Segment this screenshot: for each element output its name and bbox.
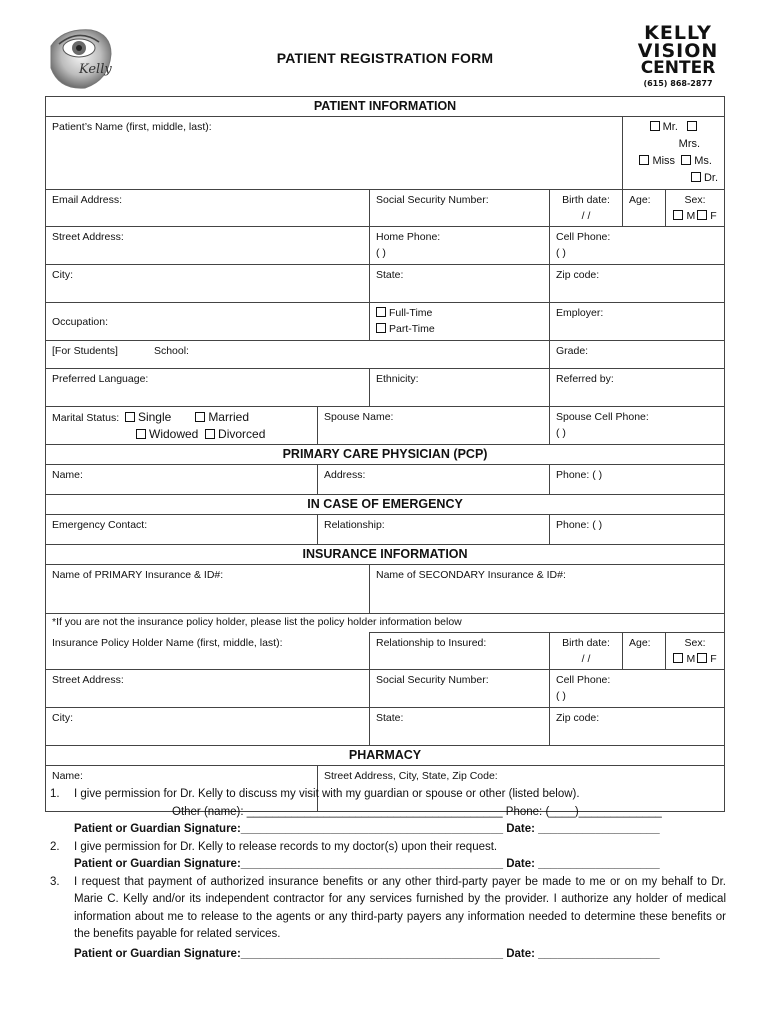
logo-script: Kelly — [79, 62, 112, 77]
secondary-insurance-label: Name of SECONDARY Insurance & ID#: — [376, 569, 566, 581]
full-time-checkbox[interactable] — [376, 307, 386, 317]
holder-sex-label: Sex: — [684, 637, 706, 649]
holder-birth-label: Birth date: — [562, 637, 610, 649]
holder-state-field[interactable] — [370, 708, 550, 746]
zip-field[interactable] — [550, 265, 725, 303]
state-field[interactable] — [370, 265, 550, 303]
holder-city-field[interactable] — [46, 708, 370, 746]
cell-phone-label: Cell Phone: — [556, 231, 611, 243]
referred-field[interactable] — [550, 369, 725, 407]
spouse-name-field[interactable] — [318, 407, 550, 445]
holder-sex-field — [666, 633, 725, 670]
holder-age-label: Age: — [629, 637, 651, 649]
pcp-name-label: Name: — [52, 469, 83, 481]
holder-birth-slashes: / / — [581, 653, 591, 665]
holder-name-label: Insurance Policy Holder Name (first, middle, last): — [52, 636, 283, 649]
primary-insurance-label: Name of PRIMARY Insurance & ID#: — [52, 569, 224, 581]
holder-ssn-label: Social Security Number: — [376, 674, 489, 686]
consent-number-2: 2. — [50, 840, 60, 853]
holder-street-field[interactable] — [46, 670, 370, 708]
full-time-label: Full-Time — [389, 307, 433, 319]
consent-section — [50, 786, 726, 963]
students-label: [For Students] — [52, 345, 118, 357]
holder-cell-label: Cell Phone: — [556, 674, 611, 686]
consent-text-1: I give permission for Dr. Kelly to discuss my visit with my guardian or spouse or other (listed below). — [74, 788, 580, 800]
holder-age-field[interactable] — [623, 633, 666, 670]
section-emergency: IN CASE OF EMERGENCY — [46, 495, 725, 515]
holder-sex-m-checkbox[interactable] — [673, 653, 683, 663]
consent-number-3: 3. — [50, 875, 60, 888]
street-label: Street Address: — [52, 231, 124, 243]
sex-m-label: M — [686, 210, 696, 222]
insured-relationship-label: Relationship to Insured: — [376, 637, 487, 649]
holder-sex-m-label: M — [686, 653, 696, 665]
divorced-checkbox[interactable] — [205, 429, 215, 439]
section-patient-info: PATIENT INFORMATION — [46, 97, 725, 117]
holder-zip-field[interactable] — [550, 708, 725, 746]
marital-status-field — [46, 407, 318, 445]
brand-line-2: VISION — [637, 40, 719, 62]
patient-name-field[interactable] — [46, 117, 623, 190]
occupation-label: Occupation: — [52, 315, 109, 328]
emergency-relationship-field[interactable] — [318, 515, 550, 545]
ms-label: Ms. — [694, 155, 712, 167]
employment-options — [370, 303, 550, 341]
emergency-contact-field[interactable] — [46, 515, 318, 545]
divorced-label: Divorced — [218, 427, 266, 441]
street-field[interactable] — [46, 227, 370, 265]
age-label: Age: — [629, 194, 651, 206]
miss-checkbox[interactable] — [639, 155, 649, 165]
section-pcp: PRIMARY CARE PHYSICIAN (PCP) — [46, 445, 725, 465]
holder-name-field[interactable] — [46, 633, 370, 670]
grade-field[interactable] — [550, 341, 725, 369]
pcp-name-field[interactable] — [46, 465, 318, 495]
brand-phone: (615) 868-2877 — [643, 79, 713, 88]
widowed-checkbox[interactable] — [136, 429, 146, 439]
holder-birth-field[interactable] — [550, 633, 623, 670]
employer-field[interactable] — [550, 303, 725, 341]
pharmacy-name-label: Name: — [52, 770, 83, 782]
language-label: Preferred Language: — [52, 373, 149, 385]
employer-label: Employer: — [556, 307, 604, 319]
zip-label: Zip code: — [556, 269, 600, 281]
consent-item-1 — [50, 786, 726, 804]
sex-m-checkbox[interactable] — [673, 210, 683, 220]
sex-f-label: F — [710, 210, 717, 222]
ethnicity-field[interactable] — [370, 369, 550, 407]
holder-state-label: State: — [376, 712, 404, 724]
birth-date-field[interactable] — [550, 190, 623, 227]
part-time-label: Part-Time — [389, 323, 435, 335]
cell-phone-field[interactable] — [550, 227, 725, 265]
emergency-contact-label: Emergency Contact: — [52, 519, 148, 531]
patient-name-label: Patient’s Name (first, middle, last): — [52, 121, 212, 133]
single-label: Single — [137, 410, 172, 424]
married-label: Married — [208, 410, 249, 424]
cell-phone-paren: ( ) — [556, 247, 566, 259]
mrs-checkbox[interactable] — [687, 121, 697, 131]
section-pharmacy: PHARMACY — [46, 746, 725, 766]
consent-number-1: 1. — [50, 788, 60, 800]
dr-checkbox[interactable] — [691, 172, 701, 182]
consent-item-2 — [50, 839, 726, 857]
page-title: PATIENT REGISTRATION FORM — [276, 50, 494, 66]
holder-cell-paren: ( ) — [556, 690, 566, 702]
home-phone-field[interactable] — [370, 227, 550, 265]
part-time-checkbox[interactable] — [376, 323, 386, 333]
marital-label: Marital Status: — [52, 412, 120, 424]
holder-cell-field[interactable] — [550, 670, 725, 708]
pcp-phone-label: Phone: ( ) — [556, 469, 603, 481]
email-label: Email Address: — [52, 194, 123, 206]
home-phone-label: Home Phone: — [376, 231, 441, 243]
brand-line-3: CENTER — [640, 58, 716, 78]
insured-relationship-field[interactable] — [370, 633, 550, 670]
mr-label: Mr. — [662, 121, 678, 133]
city-label: City: — [52, 269, 73, 281]
holder-sex-f-checkbox[interactable] — [697, 653, 707, 663]
brand-logo — [632, 24, 724, 88]
section-insurance: INSURANCE INFORMATION — [46, 545, 725, 565]
holder-zip-label: Zip code: — [556, 712, 600, 724]
mrs-label: Mrs. — [678, 138, 701, 150]
sex-label: Sex: — [684, 194, 706, 206]
email-field[interactable] — [46, 190, 370, 227]
emergency-relationship-label: Relationship: — [324, 519, 385, 531]
school-field[interactable] — [46, 341, 550, 369]
married-checkbox[interactable] — [195, 412, 205, 422]
sex-f-checkbox[interactable] — [697, 210, 707, 220]
dr-label: Dr. — [703, 172, 719, 184]
grade-label: Grade: — [556, 345, 589, 357]
holder-ssn-field[interactable] — [370, 670, 550, 708]
birth-slashes: / / — [581, 210, 591, 222]
secondary-insurance-field[interactable] — [370, 565, 725, 614]
spouse-cell-paren: ( ) — [556, 427, 566, 439]
age-field[interactable] — [623, 190, 666, 227]
language-field[interactable] — [46, 369, 370, 407]
holder-sex-f-label: F — [710, 653, 717, 665]
occupation-field[interactable] — [46, 303, 370, 341]
brand-line-1: KELLY — [644, 22, 712, 44]
signature-line-1[interactable]: Patient or Guardian Signature:_________________________________________ Date: ___________________ — [74, 823, 660, 835]
widowed-label: Widowed — [149, 427, 199, 441]
sex-field — [666, 190, 725, 227]
pharmacy-address-label: Street Address, City, State, Zip Code: — [324, 770, 498, 782]
ms-checkbox[interactable] — [681, 155, 691, 165]
emergency-phone-field[interactable] — [550, 515, 725, 545]
single-checkbox[interactable] — [125, 412, 135, 422]
school-label: School: — [153, 345, 189, 357]
consent-text-2: I give permission for Dr. Kelly to release records to my doctor(s) upon their request. — [74, 840, 498, 853]
consent-text-3: I request that payment of authorized insurance benefits or any other third-party payer be made to me or on my behalf to Dr. Marie C. Kelly and/or its independent contractor for any services furnished by the provider. I authorize any holder of medical information about me to release to the agents or any third-party payers any information needed to determine these benefits or the benefits payable for related services. — [74, 875, 726, 940]
spouse-cell-label: Spouse Cell Phone: — [556, 411, 649, 423]
registration-table — [45, 96, 725, 812]
miss-label: Miss — [652, 155, 676, 167]
holder-street-label: Street Address: — [52, 674, 124, 686]
referred-label: Referred by: — [556, 373, 614, 385]
ssn-label: Social Security Number: — [376, 194, 489, 206]
holder-city-label: City: — [52, 712, 73, 724]
ssn-field[interactable] — [370, 190, 550, 227]
home-phone-paren: ( ) — [376, 247, 386, 259]
policy-holder-note: *If you are not the insurance policy holder, please list the policy holder information below — [46, 614, 725, 633]
spouse-label: Spouse Name: — [324, 411, 394, 423]
title-options — [623, 117, 725, 190]
signature-line-3[interactable]: Patient or Guardian Signature:_________________________________________ Date: ___________________ — [74, 947, 660, 960]
consent-item-3 — [50, 874, 726, 944]
state-label: State: — [376, 269, 404, 281]
spouse-cell-field[interactable] — [550, 407, 725, 445]
pcp-phone-field[interactable] — [550, 465, 725, 495]
emergency-phone-label: Phone: ( ) — [556, 519, 603, 531]
pcp-address-label: Address: — [324, 469, 366, 481]
other-name-line[interactable]: Other (name): ________________________________________ Phone: (____)_____________ — [172, 805, 662, 818]
mr-checkbox[interactable] — [650, 121, 660, 131]
signature-line-2[interactable]: Patient or Guardian Signature:_________________________________________ Date: ___________________ — [74, 858, 660, 870]
birth-label: Birth date: — [562, 194, 610, 206]
pcp-address-field[interactable] — [318, 465, 550, 495]
city-field[interactable] — [46, 265, 370, 303]
ethnicity-label: Ethnicity: — [376, 373, 419, 385]
primary-insurance-field[interactable] — [46, 565, 370, 614]
